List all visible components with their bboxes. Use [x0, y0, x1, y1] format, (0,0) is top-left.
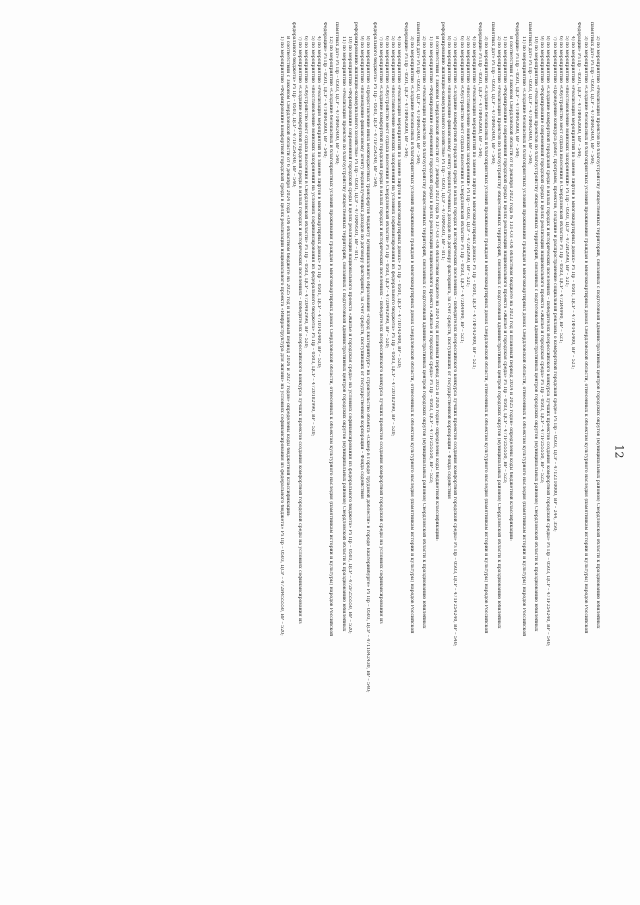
text-line: 6) по мероприятию «Обустройство мест отдыха населения в Свердловской области» Рз Пр – 0503, ЦСР – 472И4990, ВР – 521; — [557, 36, 563, 344]
text-line: 7) по мероприятию «Проведение конкурса работ, программ, проектов, создание и распространение социальной рекламы о комфортной городской среде» Рз Пр – 0503, ЦСР – 471Z110000, ВР – 244, 350; — [551, 36, 557, 532]
text-line: 1) по мероприятию «Формирование современной городской среды в целях реализации национального проекта «Жилье и городская среда» Рз Пр – 0503, ЦСР – 471F255550, ВР – 523; — [501, 36, 507, 484]
text-line: 12) по мероприятию «Создание безопасных и благоприятных условий проживания граждан в многоквартирных домах Свердловской области, отнесенных к объектам культурного наследия (памятникам истории и культуры) народов Российской — [328, 36, 334, 637]
text-line: Федерации» Рз Пр – 0501, ЦСР – 471Ф842600, ВР – 540; — [514, 22, 520, 158]
text-line: 8) по мероприятию «Возмещение финансовому агенту недополученных доходов по договору факторинга, за счет средств, поступивших от государственной корпорации – Фонда содействия — [446, 36, 452, 499]
text-line: 8) по мероприятию «Предоставление иных межбюджетных трансфертов бюджету муниципального образования «город Екатеринбург» на строительство объекта «Сквер в Городе трудовой доблести» в городе Екатеринбурге» Рз Пр – 0503, ЦСР – 4711842430, ВР – 540; — [365, 36, 371, 693]
text-line: 4) по мероприятию «Реализация мероприятий по замене лифтов в многоквартирных домах» Рз Пр – 0501, ЦСР – 471Ф142400, ВР – 521; — [470, 36, 476, 370]
text-line: 10) по мероприятию «Формирование современной городской среды в целях реализации национального проекта «Жилье и городская среда» на условиях софинансирования из федерального бюджета» Рз Пр – 0503, ЦСР – 472F255550, ВР – 520; — [346, 36, 352, 634]
text-line: 1) по мероприятию «Формирование современной городской среды в целях реализации национального проекта «Жилье и городская среда» Рз Пр – 0503, ЦСР – 471F255550, ВР – 523; — [427, 36, 433, 484]
text-line: 4) по мероприятию «Реализация мероприятий по замене лифтов в многоквартирных домах» Рз Пр – 0501, ЦСР – 4710142400, ВР – 520; — [315, 36, 321, 369]
text-line: 6) по мероприятию «Обустройство мест отдыха населения в Свердловской области» Рз Пр – 0503, ЦСР – 472И4990, ВР – 521; — [458, 36, 464, 344]
text-line: Федерации» Рз Пр – 0501, ЦСР – 471Ф842600, ВР – 540; — [576, 22, 582, 158]
text-line: реформированию жилищно-коммунального хозяйства» Рз Пр – 0501, ЦСР – 4710Ф9501, ВР – 811; — [353, 22, 359, 261]
text-line: 5) по мероприятию «Восстановление воинских захоронений на условиях софинансирования из федерального бюджета» Рз Пр – 0503, ЦСР – 4720182990, ВР – 520; — [390, 36, 396, 437]
text-line: 3) по мероприятию «Создание безопасных и благоприятных условий проживания граждан в многоквартирных домах Свердловской области, отнесенных к объектам культурного наследия (памятникам истории и культуры) народов Российской — [483, 36, 489, 634]
text-line: 5) по мероприятию «Восстановление воинских захоронений» Рз Пр – 0503, ЦСР – 472И2990, ВР – 521; — [464, 36, 470, 287]
text-line: памятных дат» Рз Пр – 0503, ЦСР – 471Ф842400, ВР – 540; — [489, 22, 495, 165]
text-line: федерального бюджета» Рз Пр – 0503, ЦСР – 471F254240, ВР – 540; — [291, 22, 297, 188]
text-line: памятных дат» Рз Пр – 0503, ЦСР – 471Ф842400, ВР – 540; — [588, 22, 594, 165]
text-line: реформированию жилищно-коммунального хозяйства» Рз Пр – 0501, ЦСР – 4710Ф9501, ВР – 811; — [439, 22, 445, 261]
text-line: памятных дат» Рз Пр – 0503, ЦСР – 471Ф842400, ВР – 540; — [334, 22, 340, 165]
text-line: 5) по мероприятию «Восстановление воинских захоронений» Рз Пр – 0503, ЦСР – 472И2990, ВР – 521; — [563, 36, 569, 287]
text-line: В соответствии с Законом Свердловской области от 7 декабря 2023 года № 137-ОЗ «Об областном бюджете на 2024 год и плановый период 2025 и 2026 годов» определены коды бюджетной классификации: — [433, 36, 439, 541]
text-line: 7) по мероприятию «Создание комфортной городской среды в малых городах и исторических поселениях – победителях Всероссийского конкурса лучших проектов создания комфортной городской среды на условиях софинансирования из — [297, 36, 303, 624]
document-body — [40, 22, 600, 882]
text-line: 4) по мероприятию «Реализация мероприятий по замене лифтов в многоквартирных домах» Рз Пр – 0501, ЦСР – 471Ф142400, ВР – 521; — [570, 36, 576, 370]
text-line: памятных дат» Рз Пр – 0503, ЦСР – 471Ф842400, ВР – 540; — [415, 22, 421, 165]
text-line: федерального бюджета» Рз Пр – 0503, ЦСР – 471F254240, ВР – 540; — [371, 22, 377, 188]
text-line: В соответствии с Законом Свердловской области от 6 декабря 2024 года «Об областном бюджете на 2025 год и плановый период 2026 и 2027 годов» определены коды бюджетной классификации: — [284, 36, 290, 517]
text-line: 5) по мероприятию «Восстановление воинских захоронений на условиях софинансирования из федерального бюджета» Рз Пр – 0503, ЦСР – 4720182990, ВР – 520; — [309, 36, 315, 437]
page-number: 12 — [612, 444, 626, 459]
text-line: 2) по мероприятию «Реализация проектов по благоустройству общественных территорий, связанных с подготовкой административных центров городских округов (муниципальных районов) Свердловской области к празднованию юбилейных — [421, 36, 427, 629]
text-line: 11) по мероприятию «Реализация проектов по благоустройству общественных территорий, связанных с подготовкой административных центров городских округов (муниципальных районов) Свердловской области к празднованию юбилейных — [340, 36, 346, 632]
text-line: памятных дат» Рз Пр – 0503, ЦСР – 471Ф842400, ВР – 540; — [526, 22, 532, 165]
text-line: 4) по мероприятию «Реализация мероприятий по замене лифтов в многоквартирных домах» Рз Пр – 0501, ЦСР – 4710142400, ВР – 520; — [396, 36, 402, 369]
text-line: 3) по мероприятию «Создание безопасных и благоприятных условий проживания граждан в многоквартирных домах Свердловской области, отнесенных к объектам культурного наследия (памятникам истории и культуры) народов Российской — [408, 36, 414, 634]
text-line: 9) по мероприятию «Возмещение финансовому агенту недополученных доходов по договору факторинга, за счет средств, поступивших от государственной корпорации – Фонда содействия — [359, 36, 365, 499]
text-line: 8) по мероприятию «Создание комфортной городской среды в малых городах и исторических поселениях – победителях Всероссийского конкурса лучших проектов создания комфортной городской среды» Рз Пр – 0503, ЦСР – 471F254240, ВР – 540; — [545, 36, 551, 647]
text-line: 3) по мероприятию «Создание безопасных и благоприятных условий проживания граждан в многоквартирных домах Свердловской области, отнесенных к объектам культурного наследия (памятникам истории и культуры) народов Российской — [582, 36, 588, 634]
text-line: 10) по мероприятию «Реализация проектов по благоустройству общественных территорий, связанных с подготовкой административных центров городских округов (муниципальных районов) Свердловской области к празднованию юбилейных — [532, 36, 538, 632]
text-line: Федерации» Рз Пр – 0501, ЦСР – 471Ф842600, ВР – 540; — [322, 22, 328, 158]
text-line: В соответствии с Законом Свердловской области от 8 декабря 2022 года № 131-ОЗ «Об областном бюджете на 2023 год и плановый период 2024 и 2025 годов» определены коды бюджетной классификации: — [508, 36, 514, 541]
text-line: 6) по мероприятию «Обустройство мест отдыха населения в Свердловской области» Рз Пр – 0503, ЦСР – 4720492990, ВР – 520; — [384, 36, 390, 349]
text-line: 7) по мероприятию «Создание комфортной городской среды в малых городах и исторических поселениях – победителях Всероссийского конкурса лучших проектов создания комфортной городской среды» Рз Пр – 0503, ЦСР – 471F254240, ВР – 540; — [452, 36, 458, 647]
text-line: 2) по мероприятию «Реализация проектов по благоустройству общественных территорий, связанных с подготовкой административных центров городских округов (муниципальных районов) Свердловской области к празднованию юбилейных — [595, 36, 600, 629]
text-line: 1) по мероприятию «Формирование комфортной городской среды в целях реализации национального проекта «Инфраструктура для жизни» на условиях софинансирования из федерального бюджета» Рз Пр – 0503, ЦСР – 472И455550, ВР – 520; — [278, 36, 284, 636]
text-line: Федерации» Рз Пр – 0501, ЦСР – 471Ф842600, ВР – 540; — [477, 22, 483, 158]
text-line: 11) по мероприятию «Создание безопасных и благоприятных условий проживания граждан в многоквартирных домах Свердловской области, отнесенных к объектам культурного наследия (памятникам истории и культуры) народов Российской — [520, 36, 526, 637]
text-line: Федерации» Рз Пр – 0501, ЦСР – 471Ф842600, ВР – 540; — [402, 22, 408, 158]
text-line: 9) по мероприятию «Формирование современной городской среды в целях реализации национального проекта «Жилье и городская среда» Рз Пр – 0503, ЦСР – 471F255550, ВР – 523; — [539, 36, 545, 484]
text-line: 7) по мероприятию «Создание комфортной городской среды в малых городах и исторических поселениях – победителях Всероссийского конкурса лучших проектов создания комфортной городской среды на условиях софинансирования из — [377, 36, 383, 624]
text-line: 2) по мероприятию «Реализация проектов по благоустройству общественных территорий, связанных с подготовкой административных центров городских округов (муниципальных районов) Свердловской области к празднованию юбилейных — [495, 36, 501, 629]
text-line: 6) по мероприятию «Обустройство мест отдыха населения в Свердловской области» Рз Пр – 0503, ЦСР – 4720492990, ВР – 520; — [303, 36, 309, 349]
